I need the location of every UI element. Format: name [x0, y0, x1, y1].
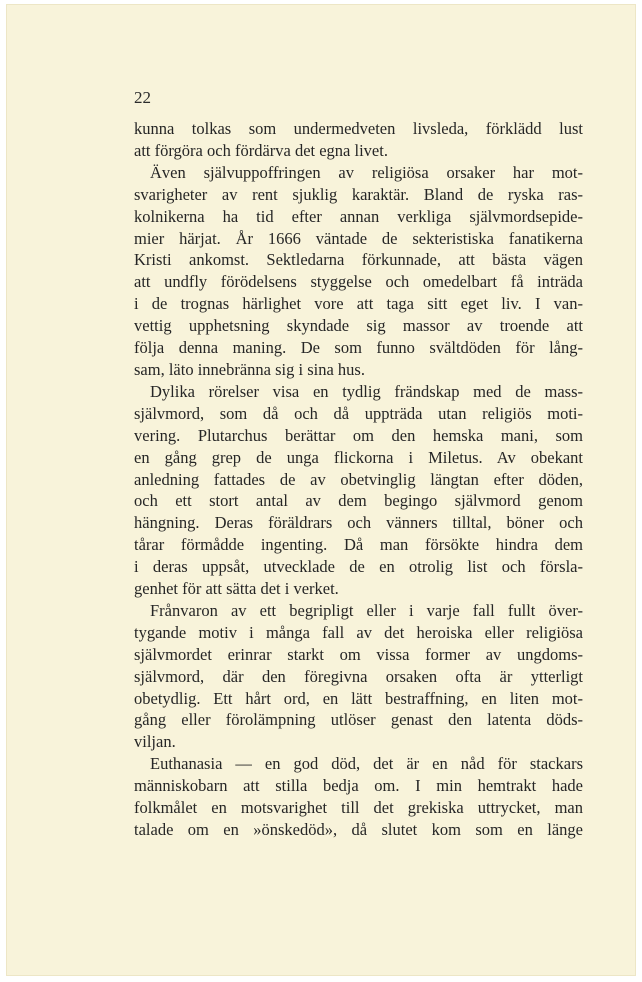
text-line: Frånvaron av ett begripligt eller i varje fall fullt över-: [150, 600, 583, 620]
body-text: [134, 118, 583, 841]
text-line: genhet för att sätta det i verket.: [134, 579, 339, 599]
book-page: [6, 4, 636, 976]
text-line: självmord, som då och då uppträda utan religiös moti-: [134, 403, 583, 423]
text-line: Även självuppoffringen av religiösa orsaker har mot-: [150, 162, 583, 182]
text-line: folkmålet en motsvarighet till det grekiska uttrycket, man: [134, 798, 583, 818]
page-number: 22: [134, 88, 151, 107]
text-line: människobarn att stilla bedja om. I min hemtrakt hade: [134, 776, 583, 796]
text-line: hängning. Deras föräldrars och vänners tilltal, böner och: [134, 513, 583, 533]
text-line: i de trognas härlighet vore att taga sitt eget liv. I van-: [134, 294, 583, 314]
text-line: mier härjat. År 1666 väntade de sekteristiska fanatikerna: [134, 228, 583, 248]
text-line: att undfly förödelsens styggelse och omedelbart få inträda: [134, 272, 583, 292]
text-line: kunna tolkas som undermedveten livsleda, förklädd lust: [134, 119, 583, 138]
text-line: och ett stort antal av dem begingo självmord genom: [134, 491, 583, 511]
text-line: följa denna maning. De som funno svältdöden för lång-: [134, 338, 583, 358]
text-line: vering. Plutarchus berättar om den hemska mani, som: [134, 425, 583, 445]
text-line: självmordet erinrar starkt om vissa former av ungdoms-: [134, 644, 583, 664]
text-line: en gång grep de unga flickorna i Miletus. Av obekant: [134, 447, 583, 467]
text-line: talade om en »önskedöd», då slutet kom som en länge: [134, 820, 583, 839]
text-line: obetydlig. Ett hårt ord, en lätt bestraffning, en liten mot-: [134, 688, 583, 708]
text-line: vettig upphetsning skyndade sig massor av troende att: [134, 316, 583, 336]
text-line: självmord, där den föregivna orsaken ofta är ytterligt: [134, 666, 583, 686]
text-line: i deras uppsåt, utvecklade de en otrolig list och försla-: [134, 557, 583, 577]
text-line: svarigheter av rent sjuklig karaktär. Bland de ryska ras-: [134, 184, 583, 204]
text-line: tårar förmådde ingenting. Då man försökte hindra dem: [134, 535, 583, 555]
text-line: sam, läto innebränna sig i sina hus.: [134, 359, 365, 379]
text-line: anledning fattades de av obetvinglig längtan efter döden,: [134, 469, 583, 489]
text-line: kolnikerna ha tid efter annan verkliga självmordsepide-: [134, 206, 583, 226]
text-line: Euthanasia — en god död, det är en nåd för stackars: [150, 754, 583, 774]
text-line: att förgöra och fördärva det egna livet.: [134, 140, 388, 160]
text-line: Dylika rörelser visa en tydlig frändskap med de mass-: [150, 381, 583, 401]
text-line: tygande motiv i många fall av det heroiska eller religiösa: [134, 622, 583, 642]
text-line: gång eller förolämpning utlöser genast den latenta döds-: [134, 710, 583, 730]
text-line: Kristi ankomst. Sektledarna förkunnade, att bästa vägen: [134, 250, 583, 270]
text-line: viljan.: [134, 732, 176, 752]
